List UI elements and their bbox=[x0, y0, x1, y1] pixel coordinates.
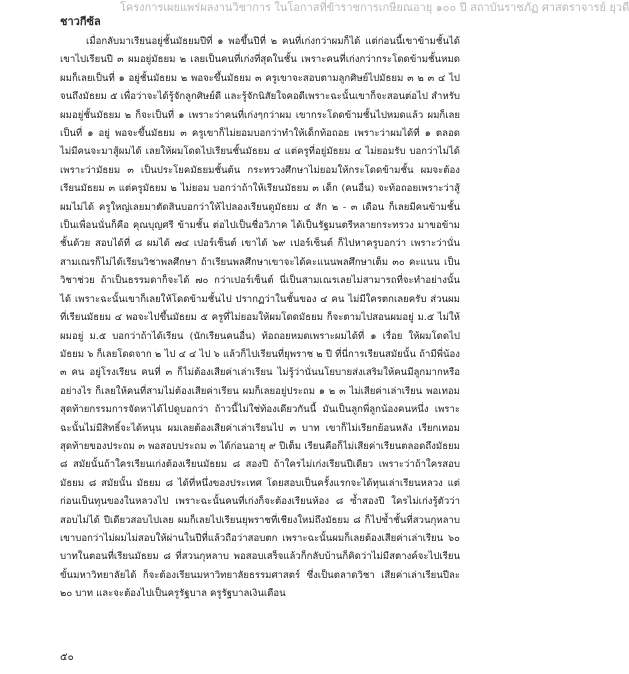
page-number: ๕๐ bbox=[60, 652, 74, 663]
section-label: ชาวกีซ้ล bbox=[60, 15, 101, 28]
body-paragraph bbox=[60, 33, 460, 604]
header-watermark: โครงการเผยแพร่ผลงานวิชาการ ในโอกาสที่ข้าราชการเกษียณอายุ ๑๐๐ ปี สถาบันราชภัฏ ศาสตราจารย์ ยุวดี bbox=[120, 1, 629, 14]
body-text bbox=[60, 33, 460, 604]
body-paragraph-text: เมื่อกลับมาเรียนอยู่ชั้นมัธยมปีที่ ๑ พอขึ้นปีที่ ๒ คนที่เก่งกว่าผมก็ได้ แต่ก่อนนี้เขาข้ามชั้นได้ เขาไปเรียนปี ๓ ผมอยู่มัธยม ๒ เลยเป็นคนที่เก่งที่สุดในชั้น เพราะคนที่เก่งกว่ากระโดดข้ามชั้นหมด ผมก็เลยเป็นที่ ๑ อยู่ชั้นมัธยม ๒ พอจะขึ้นมัธยม ๓ ครูเขาจะสอบตามลูกศิษย์ไปมัธยม ๓ ๒ ๓ ๔ ไปจนถึงมัธยม ๕ เพื่อว่าจะได้รู้จักลูกศิษย์ดี และรู้จักนิสัยใจคอดีเพราะฉะนั้นเขาก็จะสอนต่อไป สำหรับผมอยู่ชั้นมัธยม ๒ ก็จะเป็นที่ ๑ เพราะว่าคนที่เก่งๆกว่าผม เขากระโดดข้ามชั้นไปหมดแล้ว ผมก็เลยเป็นที่ ๑ อยู่ พอจะขึ้นมัธยม ๓ ครูเขาก็ไม่ยอมบอกว่าทำให้เด็กท้อถอย เพราะว่าผมได้ที่ ๑ ตลอดไม่มีคนจะมาสู้ผมได้ เลยให้ผมโดดไปเรียนชั้นมัธยม ๔ แต่ครูที่อยู่มัธยม ๔ ไม่ยอมรับ บอกว่าไม่ได้ เพราะว่ามัธยม ๓ เป็นประโยคมัธยมชั้นต้น กระทรวงศึกษาไม่ยอมให้กระโดดข้ามชั้น ผมจะต้องเรียนมัธยม ๓ แต่ครูมัธยม ๒ ไม่ยอม บอกว่าถ้าให้เรียนมัธยม ๓ เด็ก (คนอื่น) จะท้อถอยเพราะว่าสู้ผมไม่ได้ ครูใหญ่เลยมาตัดสินบอกว่าให้ไปลองเรียนดูมัธยม ๔ สัก ๒ - ๓ เดือน ก็เลยมีคนข้ามชั้นเป็นเพื่อนนั่นก็คือ คุณบุญศรี ข้ามชั้น ต่อไปเป็นชื่อวิภาค ได้เป็นรัฐมนตรีหลายกระทรวง มาขอข้ามชั้นด้วย สอบได้ที่ ๘ ผมได้ ๗๔ เปอร์เซ็นต์ เขาได้ ๖๙ เปอร์เซ็นต์ ก็ไปหาครูบอกว่า เพราะว่านั่นสามเณรก็ไม่ได้เรียนวิชาพลศึกษา ถ้าเรียนพลศึกษาเขาจะได้คะแนนพลศึกษาเต็ม ๓๐ คะแนน เป็นวิชาช่วย ถ้าเป็นธรรมดาก็จะได้ ๗๐ กว่าเปอร์เซ็นต์ นี่เป็นสามเณรเลยไม่สามารถที่จะทำอย่างนั้นได้ เพราะฉะนั้นเขาก็เลยให้โดดข้ามชั้นไป ปรากฏว่าในชั้นของ ๔ คน ไม่มีใครตกเลยครับ ส่วนผมที่เรียนมัธยม ๔ พอจะไปขึ้นมัธยม ๕ ครูที่ไม่ยอมให้ผมโดดมัธยม ก็จะตามไปสอนผมอยู่ ม.๕ ไม่ให้ผมอยู่ ม.๕ บอกว่าถ้าได้เรียน (นักเรียนคนอื่น) ท้อถอยหมดเพราะผมได้ที่ ๑ เรื่อย ให้ผมโดดไปมัธยม ๖ ก็เลยโดดจาก ๒ ไป ๔ ๔ ไป ๖ แล้วก็ไปเรียนที่ยุพราช ๒ ปี ที่นี่การเรียนสมัยนั้น ถ้ามีพี่น้อง ๓ คน อยู่โรงเรียน คนที่ ๓ ก็ไม่ต้องเสียค่าเล่าเรียน ไม่รู้ว่านั่นนโยบายส่งเสริมให้คนมีลูกมากหรืออย่างไร ก็เลยให้คนที่สามไม่ต้องเสียค่าเรียน ผมก็เลยอยู่ประถม ๑ ๒ ๓ ไม่เสียค่าเล่าเรียน พอเทอมสุดท้ายกรรมการจัดหาได้ไปดูบอกว่า ถ้าวนี้ไม่ใช่ท้องเดียวกันนี้ มันเป็นลูกพี่ลูกน้องคนหนึ่ง เพราะฉะนั้นไม่มีสิทธิ์จะได้หนุน ผมเลยต้องเสียค่าเล่าเรียนไป ๓ บาท เขาก็ไม่เรียกย้อนหลัง เรียกเทอมสุดท้ายของประถม ๓ พอสอบประถม ๓ ได้ก่อนอายุ ๙ ปีเต็ม เรียนคือก็ไม่เสียค่าเรียนตลอดถึงมัธยม ๘ สมัยนั้นถ้าใครเรียนเก่งต้องเรียนมัธยม ๘ สองปี ถ้าใครไม่เก่งเรียนปีเดียว เพราะว่าถ้าใครสอบมัธยม ๘ สมัยนั้น มัธยม ๘ ได้ที่หนึ่งของประเทศ โดยสอบเป็นครั้งแรกจะได้ทุนเล่าเรียนหลวง แต่ก่อนเป็นทุนของในหลวงไป เพราะฉะนั้นคนที่เก่งก็จะต้องเรียนห้อง ๘ ซ้ำสองปี ใครไม่เก่งรู้ตัวว่าสอบไม่ได้ ปีเดียวสอบไปเลย ผมก็เลยไปเรียนยุพราชที่เชียงใหม่ถึงมัธยม ๘ ก็ไปซ้ำชั้นที่สวนกุหลาบ เขาบอกว่าไม่ผมไม่สอบให้ผ่านในปีที่แล้วถือว่าสอบตก เพราะฉะนั้นผมก็เลยต้องเสียค่าเล่าเรียน ๖๐ บาทในตอนที่เรียนมัธยม ๘ ที่สวนกุหลาบ พอสอบเสร็จแล้วก็กลับบ้านก็คิดว่าไม่มีสตางค์จะไปเรียนขั้นมหาวิทยาลัยได้ ก็จะต้องเรียนมหาวิทยาลัยธรรมศาสตร์ ซึ่งเป็นตลาดวิชา เสียค่าเล่าเรียนปีละ ๒๐ บาท และจะต้องไปเป็นครูรัฐบาล ครูรัฐบาลเงินเดือน bbox=[60, 36, 460, 600]
